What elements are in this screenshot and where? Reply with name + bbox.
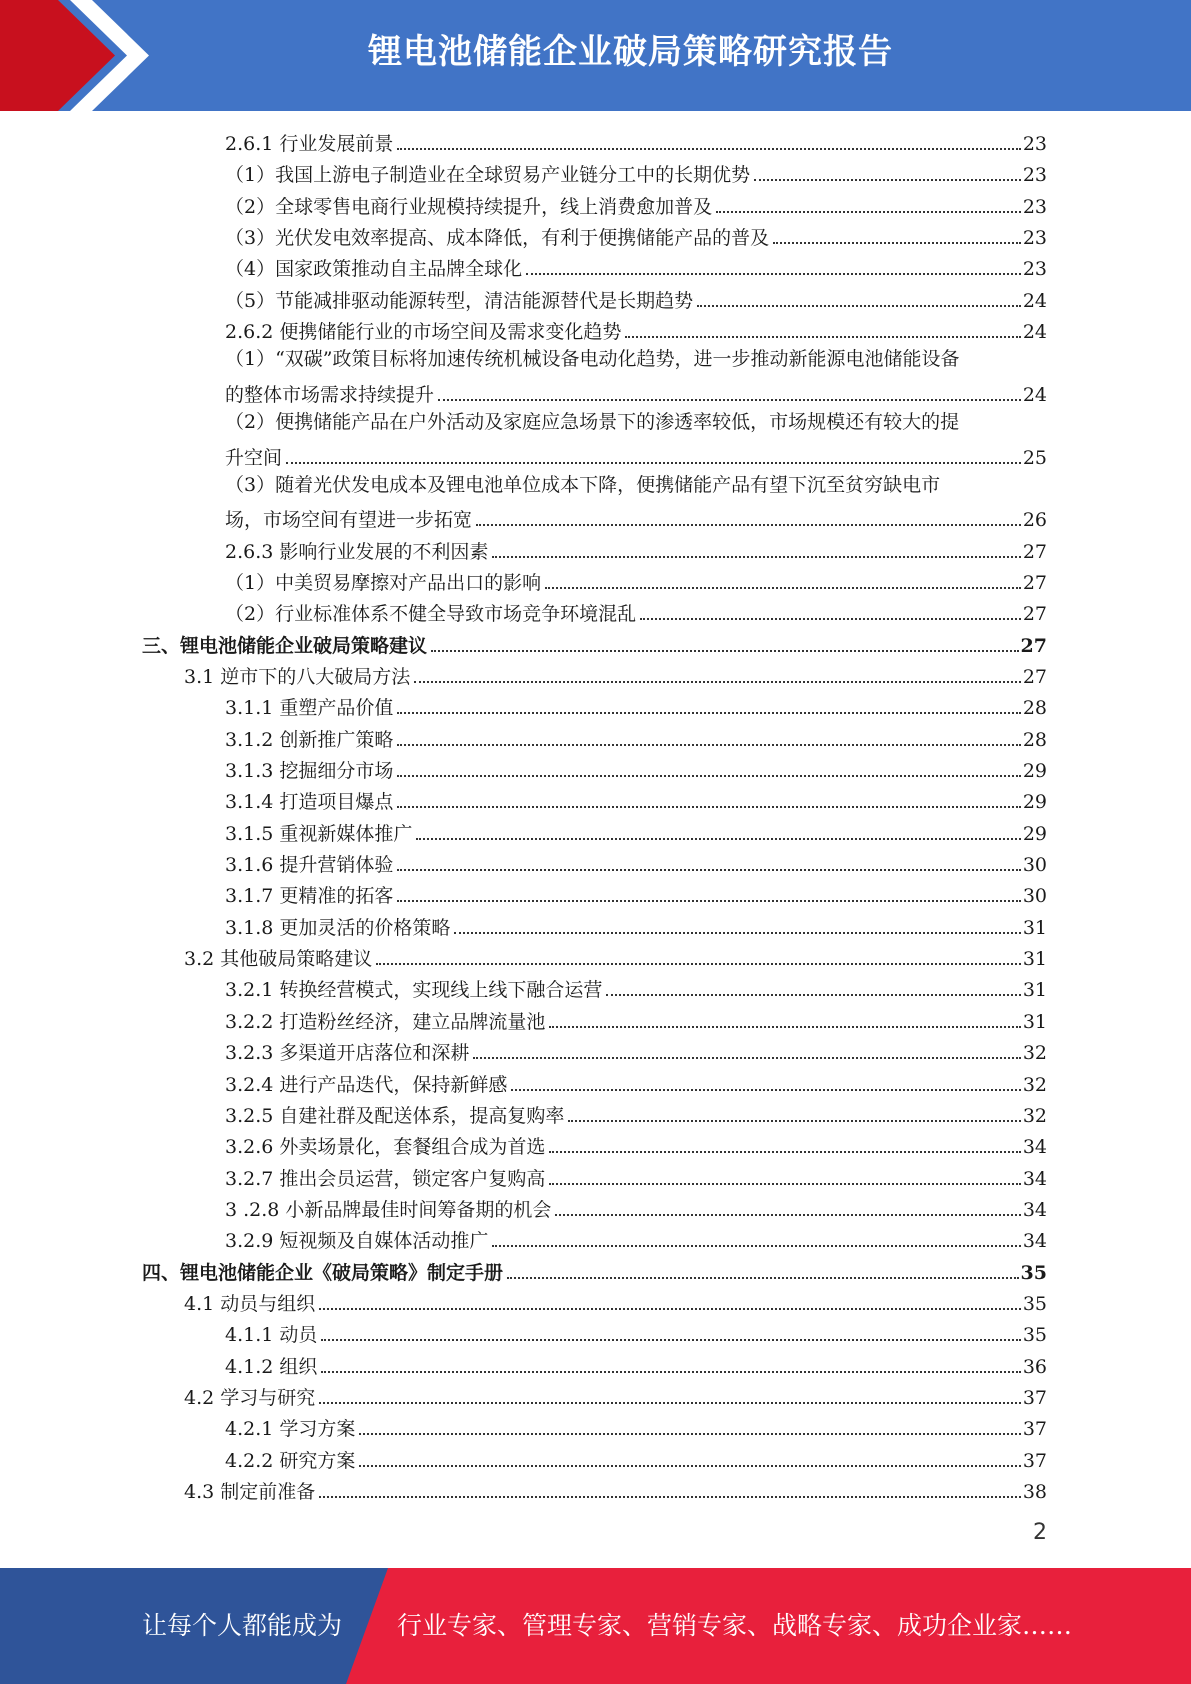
toc-entry-text: 4.3 制定前准备 [184,1481,316,1504]
toc-entry[interactable] [225,379,1047,407]
toc-entry-text: 3.1.5 重视新媒体推广 [225,822,413,845]
report-title: 锂电池储能企业破局策略研究报告 [368,32,893,72]
toc-leader-dots [438,399,1021,401]
toc-entry-text: 3.2.7 推出会员运营，锁定客户复购高 [225,1167,546,1190]
toc-entry-text: 4.1.2 组织 [225,1355,318,1378]
toc-leader-dots [397,900,1020,902]
toc-page-number: 27 [1022,540,1047,563]
toc-entry[interactable] [225,222,1047,250]
toc-leader-dots [549,1026,1020,1028]
toc-entry[interactable] [225,818,1047,846]
toc-entry[interactable] [184,1382,1047,1410]
toc-page-number: 29 [1022,760,1047,782]
toc-leader-dots [431,650,1019,652]
toc-entry-text: 4.2.1 学习方案 [225,1418,356,1441]
toc-leader-dots [397,148,1020,150]
toc-entry-text: 4.1 动员与组织 [184,1292,316,1315]
toc-leader-dots [321,1339,1020,1341]
toc-entry-text: 3.1.6 提升营销体验 [225,854,394,877]
footer-banner [0,1568,1191,1684]
toc-page-number: 34 [1022,1136,1047,1159]
toc-page-number: 37 [1022,1418,1047,1441]
footer-slogan: 让每个人都能成为 [142,1611,343,1640]
toc-entry-text: 3.2.3 多渠道开店落位和深耕 [225,1042,470,1065]
toc-entry-text: 3.2.1 转换经营模式，实现线上线下融合运营 [225,979,603,1002]
toc-leader-dots [319,1308,1021,1310]
toc-page-number: 28 [1022,728,1047,751]
toc-leader-dots [754,179,1021,181]
toc-entry[interactable] [225,159,1047,187]
toc-page-number: 24 [1022,321,1047,344]
toc-page-number: 32 [1022,1104,1047,1127]
toc-leader-dots [321,1371,1020,1373]
toc-page-number: 37 [1022,1387,1047,1409]
toc-entry[interactable] [225,1413,1047,1441]
toc-page-number: 26 [1022,509,1047,532]
toc-entry-text: 2.6.2 便携储能行业的市场空间及需求变化趋势 [225,321,622,344]
toc-entry[interactable] [225,285,1047,313]
toc-entry[interactable] [225,1225,1047,1253]
toc-entry-text: （1）中美贸易摩擦对产品出口的影响 [225,571,542,594]
toc-leader-dots [397,869,1020,871]
toc-entry-text: 3.2.4 进行产品迭代，保持新鲜感 [225,1073,508,1096]
toc-entry-text: 3.1.4 打造项目爆点 [225,791,394,814]
toc-entry-text: 3 .2.8 小新品牌最佳时间筹备期的机会 [225,1198,552,1221]
toc-entry-continuation: 的整体市场需求持续提升 [225,383,435,406]
toc-leader-dots [549,1183,1020,1185]
toc-page-number: 31 [1022,979,1047,1002]
toc-entry[interactable] [225,1131,1047,1159]
toc-entry[interactable] [225,1445,1047,1473]
toc-leader-dots [625,336,1020,338]
toc-leader-dots [397,775,1020,777]
toc-entry-text: （1）我国上游电子制造业在全球贸易产业链分工中的长期优势 [225,164,751,187]
toc-entry-text: 3.1.8 更加灵活的价格策略 [225,916,451,939]
toc-entry[interactable] [225,1006,1047,1034]
toc-entry[interactable] [225,1037,1047,1065]
toc-entry[interactable] [225,1194,1047,1222]
toc-leader-dots [568,1120,1020,1122]
toc-entry-text: 2.6.3 影响行业发展的不利因素 [225,540,489,563]
toc-page-number: 37 [1022,1449,1047,1472]
toc-entry-text: 3.1 逆市下的八大破局方法 [184,665,411,688]
toc-entry[interactable] [184,1476,1047,1504]
toc-entry-text: （5）节能减排驱动能源转型，清洁能源替代是长期趋势 [225,289,694,312]
toc-page-number: 23 [1022,195,1047,218]
toc-entry[interactable] [225,191,1047,219]
toc-entry[interactable] [225,880,1047,908]
toc-page-number: 31 [1022,1010,1047,1033]
toc-entry-text: （2）行业标准体系不健全导致市场竞争环境混乱 [225,603,637,626]
toc-leader-dots [555,1214,1020,1216]
toc-page-number: 23 [1022,133,1047,155]
toc-page-number: 27 [1022,571,1047,594]
toc-entry[interactable] [225,974,1047,1002]
toc-entry-continuation: 升空间 [225,446,283,469]
toc-leader-dots [507,1277,1019,1279]
footer-expert-list: 行业专家、管理专家、营销专家、战略专家、成功企业家…… [397,1611,1073,1640]
toc-entry-text: （3）光伏发电效率提高、成本降低，有利于便携储能产品的普及 [225,227,770,250]
toc-entry-text: 4.2 学习与研究 [184,1387,316,1409]
toc-entry-text[interactable]: （3）随着光伏发电成本及锂电池单位成本下降，便携储能产品有望下沉至贫穷缺电市 [225,473,941,496]
toc-page-number: 24 [1022,383,1047,406]
toc-page-number: 32 [1022,1073,1047,1096]
toc-page-number: 34 [1022,1230,1047,1253]
toc-entry[interactable] [184,943,1047,971]
toc-page-number: 29 [1022,822,1047,845]
toc-page-number: 35 [1020,1261,1047,1284]
toc-entry[interactable] [225,253,1047,281]
toc-page-number: 34 [1022,1167,1047,1190]
toc-leader-dots [549,1151,1020,1153]
toc-leader-dots [526,273,1021,275]
toc-leader-dots [511,1089,1020,1091]
toc-entry[interactable] [225,1319,1047,1347]
toc-leader-dots [397,806,1020,808]
toc-entry[interactable] [225,442,1047,470]
toc-leader-dots [454,932,1020,934]
header-banner [0,0,1191,111]
toc-page-number: 34 [1022,1198,1047,1221]
toc-leader-dots [473,1057,1020,1059]
toc-leader-dots [397,712,1020,714]
toc-leader-dots [359,1433,1020,1435]
toc-entry-text: 3.1.2 创新推广策略 [225,728,394,751]
toc-leader-dots [716,211,1021,213]
toc-entry[interactable] [184,1288,1047,1316]
toc-page-number: 25 [1022,446,1047,469]
toc-page-number: 24 [1022,289,1047,312]
toc-chapter-entry[interactable] [142,630,1047,658]
toc-entry[interactable] [225,912,1047,940]
toc-entry[interactable] [225,316,1047,344]
toc-entry-text: 3.1.1 重塑产品价值 [225,697,394,720]
toc-page-number: 30 [1022,854,1047,877]
toc-page-number: 27 [1022,665,1047,688]
toc-entry[interactable] [225,536,1047,564]
toc-entry-text[interactable]: （2）便携储能产品在户外活动及家庭应急场景下的渗透率较低，市场规模还有较大的提 [225,411,960,434]
toc-page-number: 32 [1022,1042,1047,1065]
toc-entry[interactable] [225,724,1047,752]
toc-entry[interactable] [225,567,1047,595]
toc-page-number: 29 [1022,791,1047,814]
toc-entry-text: 4.1.1 动员 [225,1324,318,1347]
toc-entry[interactable] [225,1069,1047,1097]
toc-entry-text: 3.1.3 挖掘细分市场 [225,760,394,782]
toc-leader-dots [606,994,1020,996]
toc-page-number: 30 [1022,885,1047,908]
toc-entry-text[interactable]: （1）“双碳”政策目标将加速传统机械设备电动化趋势，进一步推动新能源电池储能设备 [225,348,960,371]
toc-entry-text: 四、锂电池储能企业《破局策略》制定手册 [142,1261,504,1284]
toc-page-number: 23 [1022,227,1047,250]
toc-page-number: 23 [1022,164,1047,187]
toc-entry-text: 3.2.5 自建社群及配送体系，提高复购率 [225,1104,565,1127]
toc-leader-dots [359,1465,1020,1467]
toc-leader-dots [414,681,1021,683]
toc-leader-dots [376,963,1021,965]
toc-entry-text: 2.6.1 行业发展前景 [225,133,394,155]
toc-entry[interactable] [225,786,1047,814]
toc-entry[interactable] [225,1100,1047,1128]
toc-leader-dots [286,462,1021,464]
toc-page-number: 31 [1022,916,1047,939]
toc-leader-dots [697,305,1021,307]
toc-leader-dots [773,242,1021,244]
toc-leader-dots [492,556,1020,558]
toc-entry[interactable] [225,692,1047,720]
toc-entry-continuation: 场，市场空间有望进一步拓宽 [225,509,473,532]
toc-leader-dots [319,1402,1021,1404]
toc-entry-text: （2）全球零售电商行业规模持续提升，线上消费愈加普及 [225,195,713,218]
toc-page-number: 27 [1020,634,1047,657]
toc-entry[interactable] [225,504,1047,532]
toc-page-number: 27 [1022,603,1047,626]
toc-leader-dots [397,744,1020,746]
toc-entry[interactable] [225,598,1047,626]
toc-page-number: 28 [1022,697,1047,720]
toc-page-number: 23 [1022,258,1047,281]
toc-entry-text: 3.2.9 短视频及自媒体活动推广 [225,1230,489,1253]
toc-entry[interactable] [225,128,1047,156]
toc-page-number: 31 [1022,948,1047,971]
toc-leader-dots [416,838,1020,840]
toc-entry[interactable] [225,1351,1047,1379]
toc-page-number: 35 [1022,1292,1047,1315]
toc-leader-dots [492,1245,1020,1247]
toc-page-number: 38 [1022,1481,1047,1504]
page-number: 2 [1033,1520,1047,1545]
toc-page-number: 35 [1022,1324,1047,1347]
toc-leader-dots [640,618,1021,620]
toc-entry-text: 三、锂电池储能企业破局策略建议 [142,634,428,657]
toc-entry-text: 3.2.6 外卖场景化，套餐组合成为首选 [225,1136,546,1159]
toc-entry-text: 3.1.7 更精准的拓客 [225,885,394,908]
toc-page-number: 36 [1022,1355,1047,1378]
toc-entry-text: 3.2 其他破局策略建议 [184,948,373,971]
toc-entry-text: 4.2.2 研究方案 [225,1449,356,1472]
toc-entry[interactable] [225,1163,1047,1191]
toc-entry-text: （4）国家政策推动自主品牌全球化 [225,258,523,281]
toc-leader-dots [476,524,1021,526]
toc-chapter-entry[interactable] [142,1257,1047,1285]
toc-entry[interactable] [225,849,1047,877]
toc-entry[interactable] [225,755,1047,783]
toc-entry[interactable] [184,661,1047,689]
toc-entry-text: 3.2.2 打造粉丝经济，建立品牌流量池 [225,1010,546,1033]
toc-leader-dots [545,587,1021,589]
toc-leader-dots [319,1496,1021,1498]
